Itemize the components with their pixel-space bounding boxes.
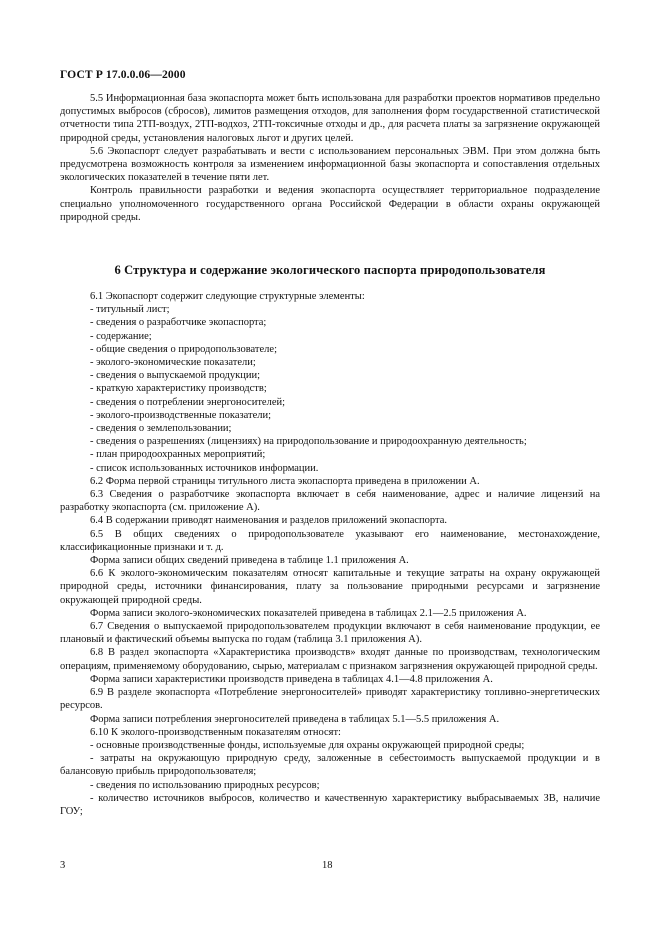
paragraph: Форма записи общих сведений приведена в таблице 1.1 приложения А. <box>90 555 409 567</box>
paragraph: 6.10 К эколого-производственным показателям относят: <box>90 726 341 738</box>
paragraph: - титульный лист; <box>90 304 170 316</box>
section-5-continuation <box>60 92 600 224</box>
paragraph: 6.8 В раздел экопаспорта «Характеристика производств» входят данные по производствам, технологическим операциям, применяемому оборудованию, сырью, материалам с признаком загрязнения окружающей природной среды. <box>60 647 600 672</box>
paragraph: - сведения по использованию природных ресурсов; <box>90 779 320 791</box>
paragraph: 6.6 К эколого-экономическим показателям относят капитальные и текущие затраты на охрану окружающей природной среды, источники финансирования, плату за пользование природными ресурсами и загрязнение окружающей природной среды. <box>60 568 600 606</box>
paragraph: - содержание; <box>90 330 152 342</box>
paragraph: - основные производственные фонды, используемые для охраны окружающей природной среды; <box>90 739 525 751</box>
paragraph: 5.5 Информационная база экопаспорта может быть использована для разработки проектов нормативов предельно допустимых выбросов (сбросов), лимитов размещения отходов, для заполнения форм государственной статистической отчетности типа 2ТП-воздух, 2ТП-водхоз, 2ТП-токсичные отходы и др., для расчета платы за загрязнение окружающей природной среды, установления налоговых льгот и других целей. <box>60 93 600 144</box>
paragraph: - эколого-производственные показатели; <box>90 409 272 421</box>
paragraph: 6.2 Форма первой страницы титульного листа экопаспорта приведена в приложении А. <box>90 475 480 487</box>
paragraph: 5.6 Экопаспорт следует разрабатывать и вести с использованием персональных ЭВМ. При этом должна быть предусмотрена возможность контроля за изменением информационной базы экопаспорта и сопоставления отдельных экологических показателей в течение пяти лет. <box>60 145 600 184</box>
paragraph: Контроль правильности разработки и ведения экопаспорта осуществляет территориальное подразделение специально уполномоченного государственного органа Российской Федерации в области охраны окружающей природной среды. <box>60 185 600 223</box>
footer-left-number: 3 <box>60 860 66 871</box>
paragraph: 6.3 Сведения о разработчике экопаспорта включает в себя наименование, адрес и наличие лицензий на разработку экопаспорта (см. приложение А). <box>60 489 600 514</box>
paragraph: 6.7 Сведения о выпускаемой природопользователем продукции включают в себя наименование продукции, ее плановый и фактический объемы выпуска по годам (таблица 3.1 приложения А). <box>60 621 600 646</box>
paragraph: - сведения о выпускаемой продукции; <box>90 370 260 382</box>
paragraph: 6.5 В общих сведениях о природопользователе указывают его наименование, местонахождение, классификационные признаки и т. д. <box>60 528 600 553</box>
paragraph: - план природоохранных мероприятий; <box>90 449 266 461</box>
document-code-header: ГОСТ Р 17.0.0.06—2000 <box>60 68 186 81</box>
paragraph: - сведения о разрешениях (лицензиях) на природопользование и природоохранную деятельность; <box>90 436 527 448</box>
section-6-title: 6 Структура и содержание экологического паспорта природопользователя <box>114 263 546 277</box>
paragraph: - количество источников выбросов, количество и качественную характеристику выбрасываемых ЗВ, наличие ГОУ; <box>60 792 600 817</box>
paragraph: Форма записи потребления энергоносителей приведена в таблицах 5.1—5.5 приложения А. <box>90 713 500 725</box>
paragraph: - общие сведения о природопользователе; <box>90 343 278 355</box>
paragraph: - краткую характеристику производств; <box>90 383 267 395</box>
page-number: 18 <box>322 860 333 871</box>
paragraph: - сведения о потреблении энергоносителей; <box>90 396 286 408</box>
paragraph: - эколого-экономические показатели; <box>90 357 256 369</box>
paragraph: 6.1 Экопаспорт содержит следующие структурные элементы: <box>90 291 365 302</box>
paragraph: - список использованных источников информации. <box>90 462 319 474</box>
paragraph: - сведения о разработчике экопаспорта; <box>90 317 267 329</box>
paragraph: - сведения о землепользовании; <box>90 423 232 435</box>
paragraph: 6.9 В разделе экопаспорта «Потребление энергоносителей» приводят характеристику топливно-энергетических ресурсов. <box>60 687 600 712</box>
paragraph: Форма записи характеристики производств приведена в таблицах 4.1—4.8 приложения А. <box>90 673 493 685</box>
paragraph: Форма записи эколого-экономических показателей приведена в таблицах 2.1—2.5 приложения А. <box>90 607 527 619</box>
paragraph: 6.4 В содержании приводят наименования и разделов приложений экопаспорта. <box>90 515 447 527</box>
section-6-body <box>60 290 600 818</box>
paragraph: - затраты на окружающую природную среду, заложенные в себестоимость выпускаемой продукции и в балансовую прибыль природопользователя; <box>60 753 600 778</box>
